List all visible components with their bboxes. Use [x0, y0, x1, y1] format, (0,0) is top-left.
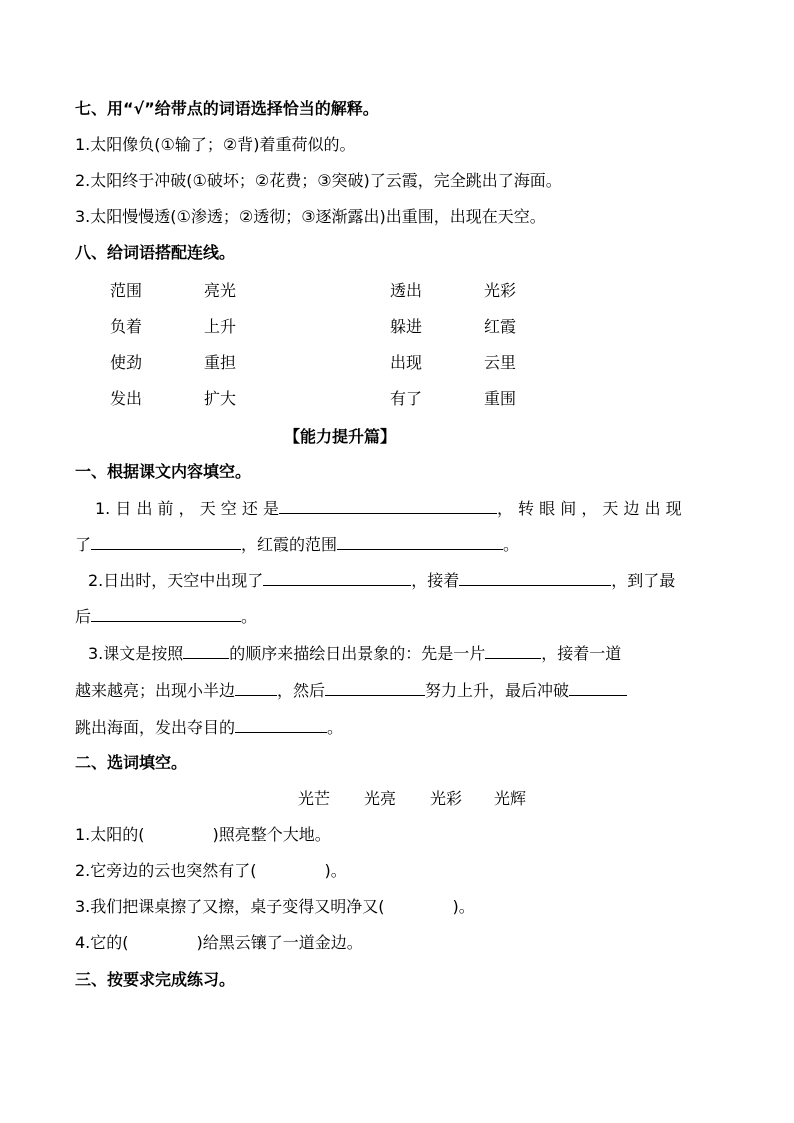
match-word: 范围: [110, 281, 143, 300]
match-word: 负着: [110, 317, 143, 336]
match-word: 重担: [204, 353, 237, 372]
fill-blank[interactable]: [91, 605, 241, 622]
section7-item-1: 1.太阳像负(①输了；②背)着重荷似的。: [75, 135, 356, 154]
q1-item-1-line-2: 了 ，红霞的范围 。: [75, 535, 520, 554]
q1-item-3-line-3: 跳出海面，发出夺目的 。: [75, 718, 344, 737]
q2-sentence-1: 1.太阳的( )照亮整个大地。: [75, 825, 331, 844]
q2-sentence-4: 4.它的( )给黑云镶了一道金边。: [75, 933, 363, 952]
q2-sentence-3: 3.我们把课桌擦了又擦，桌子变得又明净又( )。: [75, 897, 475, 916]
q1-item-2-line-2: 后 。: [75, 607, 258, 626]
match-word: 有了: [390, 389, 423, 408]
fill-blank[interactable]: [569, 679, 627, 696]
section7-item-2: 2.太阳终于冲破(①破坏；②花费；③突破)了云霞，完全跳出了海面。: [75, 171, 562, 190]
match-word: 使劲: [110, 353, 143, 372]
match-word: 红霞: [484, 317, 517, 336]
q1-item-3-line-1: 3.课文是按照 的顺序来描绘日出景象的：先是一片 ，接着一道: [88, 644, 622, 663]
word-choice: 光亮: [364, 789, 397, 808]
match-word: 透出: [390, 281, 423, 300]
q1-item-3-line-2: 越来越亮；出现小半边 ，然后 努力上升，最后冲破: [75, 679, 627, 702]
word-choice: 光芒: [298, 789, 331, 808]
fill-blank[interactable]: [485, 642, 541, 659]
q3-heading: 三、按要求完成练习。: [75, 970, 236, 989]
fill-blank[interactable]: [183, 642, 229, 659]
match-word: 光彩: [484, 281, 517, 300]
fill-blank[interactable]: [235, 679, 277, 696]
section8-heading: 八、给词语搭配连线。: [75, 243, 236, 262]
section7-heading: 七、用“√”给带点的词语选择恰当的解释。: [75, 99, 379, 118]
q1-item-2-line-1: 2.日出时，天空中出现了 ，接着 ，到了最: [88, 571, 676, 590]
match-word: 躲进: [390, 317, 423, 336]
match-word: 出现: [390, 353, 423, 372]
match-word: 发出: [110, 389, 143, 408]
match-word: 扩大: [204, 389, 237, 408]
fill-blank[interactable]: [325, 679, 425, 696]
q2-sentence-2: 2.它旁边的云也突然有了( )。: [75, 861, 347, 880]
word-choice: 光辉: [494, 789, 527, 808]
section7-item-3: 3.太阳慢慢透(①渗透；②透彻；③逐渐露出)出重围，出现在天空。: [75, 207, 546, 226]
fill-blank[interactable]: [91, 533, 241, 550]
fill-blank[interactable]: [279, 497, 497, 514]
q2-heading: 二、选词填空。: [75, 753, 188, 772]
q1-heading: 一、根据课文内容填空。: [75, 462, 252, 481]
fill-blank[interactable]: [459, 569, 611, 586]
match-word: 云里: [484, 353, 517, 372]
match-word: 亮光: [204, 281, 237, 300]
match-word: 重围: [484, 389, 517, 408]
fill-blank[interactable]: [235, 716, 327, 733]
word-choice: 光彩: [430, 789, 463, 808]
fill-blank[interactable]: [263, 569, 411, 586]
fill-blank[interactable]: [337, 533, 503, 550]
match-word: 上升: [204, 317, 237, 336]
ability-title: 【能力提升篇】: [284, 427, 397, 446]
q1-item-1-line-1: 1. 日 出 前 ， 天 空 还 是 ， 转 眼 间 ， 天 边 出 现: [95, 499, 682, 518]
